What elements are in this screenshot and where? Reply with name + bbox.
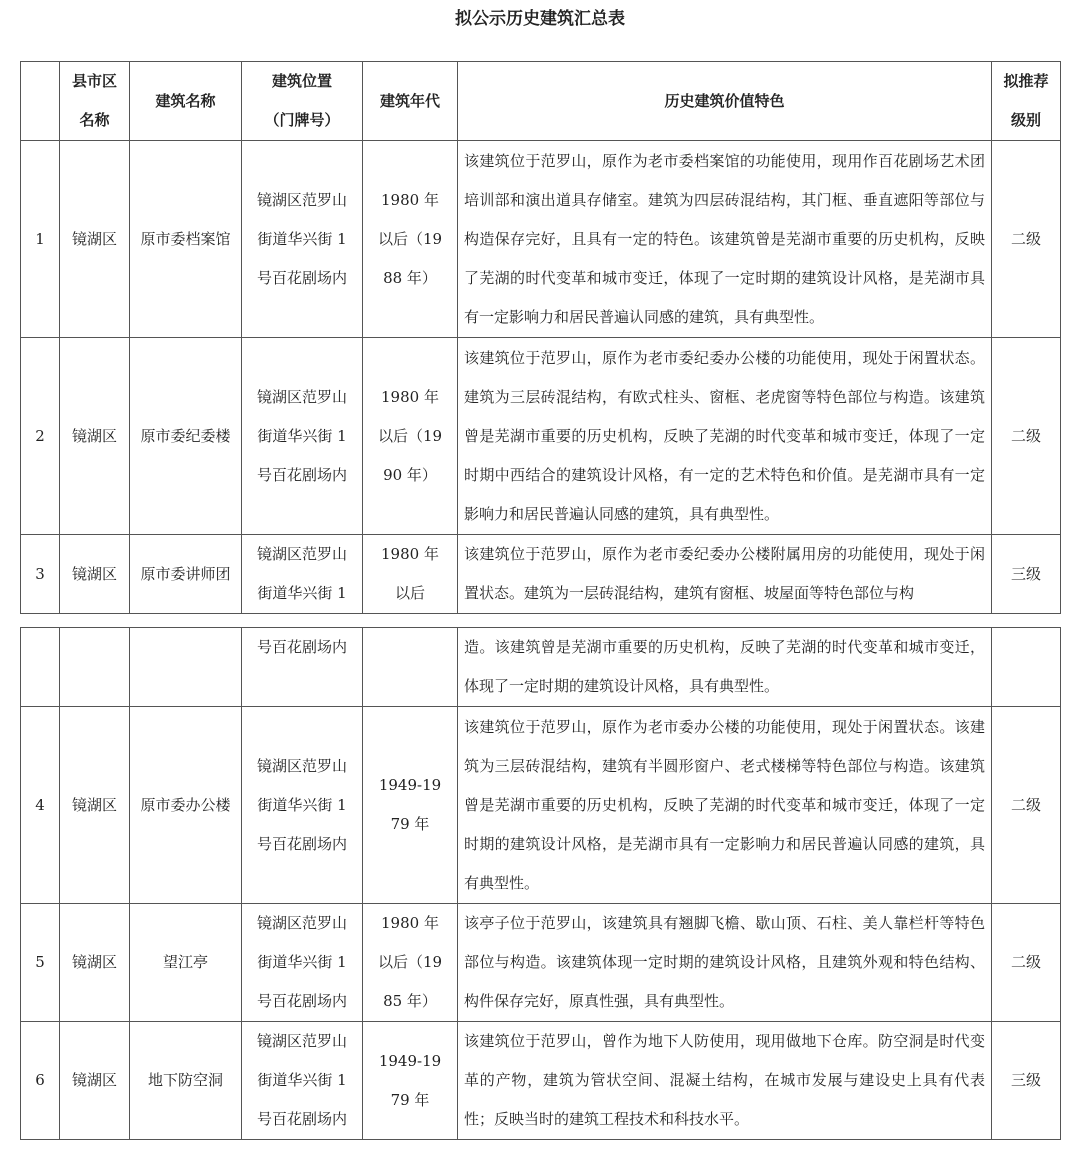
row-no: 5 [21,904,60,1022]
row-year: 1980 年以后（1990 年） [363,338,458,535]
row-name: 原市委办公楼 [130,707,242,904]
row-no: 1 [21,141,60,338]
row-year: 1949-1979 年 [363,1022,458,1140]
row-level [992,628,1061,707]
table-row [21,141,1061,338]
table-row [21,1022,1061,1140]
row-county: 镜湖区 [60,535,130,614]
header-value: 历史建筑价值特色 [458,62,992,141]
row-county: 镜湖区 [60,338,130,535]
row-county: 镜湖区 [60,1022,130,1140]
row-location: 镜湖区范罗山街道华兴街 1 号百花剧场内 [242,707,363,904]
row-value: 该建筑位于范罗山，原作为老市委办公楼的功能使用，现处于闲置状态。该建筑为三层砖混结构，建筑有半圆形窗户、老式楼梯等特色部位与构造。该建筑曾是芜湖市重要的历史机构，反映了芜湖的时代变革和城市变迁，体现了一定时期的建筑设计风格，是芜湖市具有一定影响力和居民普遍认同感的建筑，具有典型性。 [458,707,992,904]
row-level: 三级 [992,1022,1061,1140]
header-level: 拟推荐级别 [992,62,1061,141]
row-name: 原市委讲师团 [130,535,242,614]
row-name: 望江亭 [130,904,242,1022]
row-no: 6 [21,1022,60,1140]
historic-buildings-table-continued [20,627,1061,1140]
row-value: 该建筑位于范罗山，原作为老市委纪委办公楼附属用房的功能使用，现处于闲置状态。建筑为一层砖混结构，建筑有窗框、坡屋面等特色部位与构 [458,535,992,614]
table-row-continuation [21,628,1061,707]
row-level: 二级 [992,141,1061,338]
header-county: 县市区名称 [60,62,130,141]
row-value: 造。该建筑曾是芜湖市重要的历史机构，反映了芜湖的时代变革和城市变迁，体现了一定时期的建筑设计风格，具有典型性。 [458,628,992,707]
row-county: 镜湖区 [60,707,130,904]
row-county [60,628,130,707]
table-row [21,338,1061,535]
row-location: 镜湖区范罗山街道华兴街 1 号百花剧场内 [242,904,363,1022]
row-county: 镜湖区 [60,904,130,1022]
row-no: 3 [21,535,60,614]
table-row [21,904,1061,1022]
page-title: 拟公示历史建筑汇总表 [455,9,625,29]
header-name: 建筑名称 [130,62,242,141]
row-value: 该亭子位于范罗山，该建筑具有翘脚飞檐、歇山顶、石柱、美人靠栏杆等特色部位与构造。该建筑体现一定时期的建筑设计风格，且建筑外观和特色结构、构件保存完好，原真性强，具有典型性。 [458,904,992,1022]
row-year: 1980 年以后 [363,535,458,614]
row-value: 该建筑位于范罗山，原作为老市委纪委办公楼的功能使用，现处于闲置状态。建筑为三层砖混结构，有欧式柱头、窗框、老虎窗等特色部位与构造。该建筑曾是芜湖市重要的历史机构，反映了芜湖的时代变革和城市变迁，体现了一定时期中西结合的建筑设计风格，有一定的艺术特色和价值。是芜湖市具有一定影响力和居民普遍认同感的建筑，具有典型性。 [458,338,992,535]
row-level: 二级 [992,338,1061,535]
row-location: 镜湖区范罗山街道华兴街 1 [242,535,363,614]
row-level: 二级 [992,707,1061,904]
row-year [363,628,458,707]
row-no [21,628,60,707]
row-location: 镜湖区范罗山街道华兴街 1 号百花剧场内 [242,141,363,338]
row-level: 三级 [992,535,1061,614]
table-header-row [21,62,1061,141]
row-location: 镜湖区范罗山街道华兴街 1 号百花剧场内 [242,1022,363,1140]
row-name: 地下防空洞 [130,1022,242,1140]
row-year: 1949-1979 年 [363,707,458,904]
row-location: 号百花剧场内 [242,628,363,707]
row-location: 镜湖区范罗山街道华兴街 1 号百花剧场内 [242,338,363,535]
row-value: 该建筑位于范罗山，曾作为地下人防使用，现用做地下仓库。防空洞是时代变革的产物，建筑为管状空间、混凝土结构，在城市发展与建设史上具有代表性；反映当时的建筑工程技术和科技水平。 [458,1022,992,1140]
table-row [21,535,1061,614]
row-no: 4 [21,707,60,904]
table-row [21,707,1061,904]
historic-buildings-table [20,61,1061,614]
row-no: 2 [21,338,60,535]
row-name: 原市委纪委楼 [130,338,242,535]
row-level: 二级 [992,904,1061,1022]
row-name [130,628,242,707]
row-name: 原市委档案馆 [130,141,242,338]
row-year: 1980 年以后（1988 年） [363,141,458,338]
header-no [21,62,60,141]
row-county: 镜湖区 [60,141,130,338]
row-value: 该建筑位于范罗山，原作为老市委档案馆的功能使用，现用作百花剧场艺术团培训部和演出道具存储室。建筑为四层砖混结构，其门框、垂直遮阳等部位与构造保存完好，且具有一定的特色。该建筑曾是芜湖市重要的历史机构，反映了芜湖的时代变革和城市变迁，体现了一定时期的建筑设计风格，是芜湖市具有一定影响力和居民普遍认同感的建筑，具有典型性。 [458,141,992,338]
row-year: 1980 年以后（1985 年） [363,904,458,1022]
header-location: 建筑位置（门牌号） [242,62,363,141]
header-year: 建筑年代 [363,62,458,141]
